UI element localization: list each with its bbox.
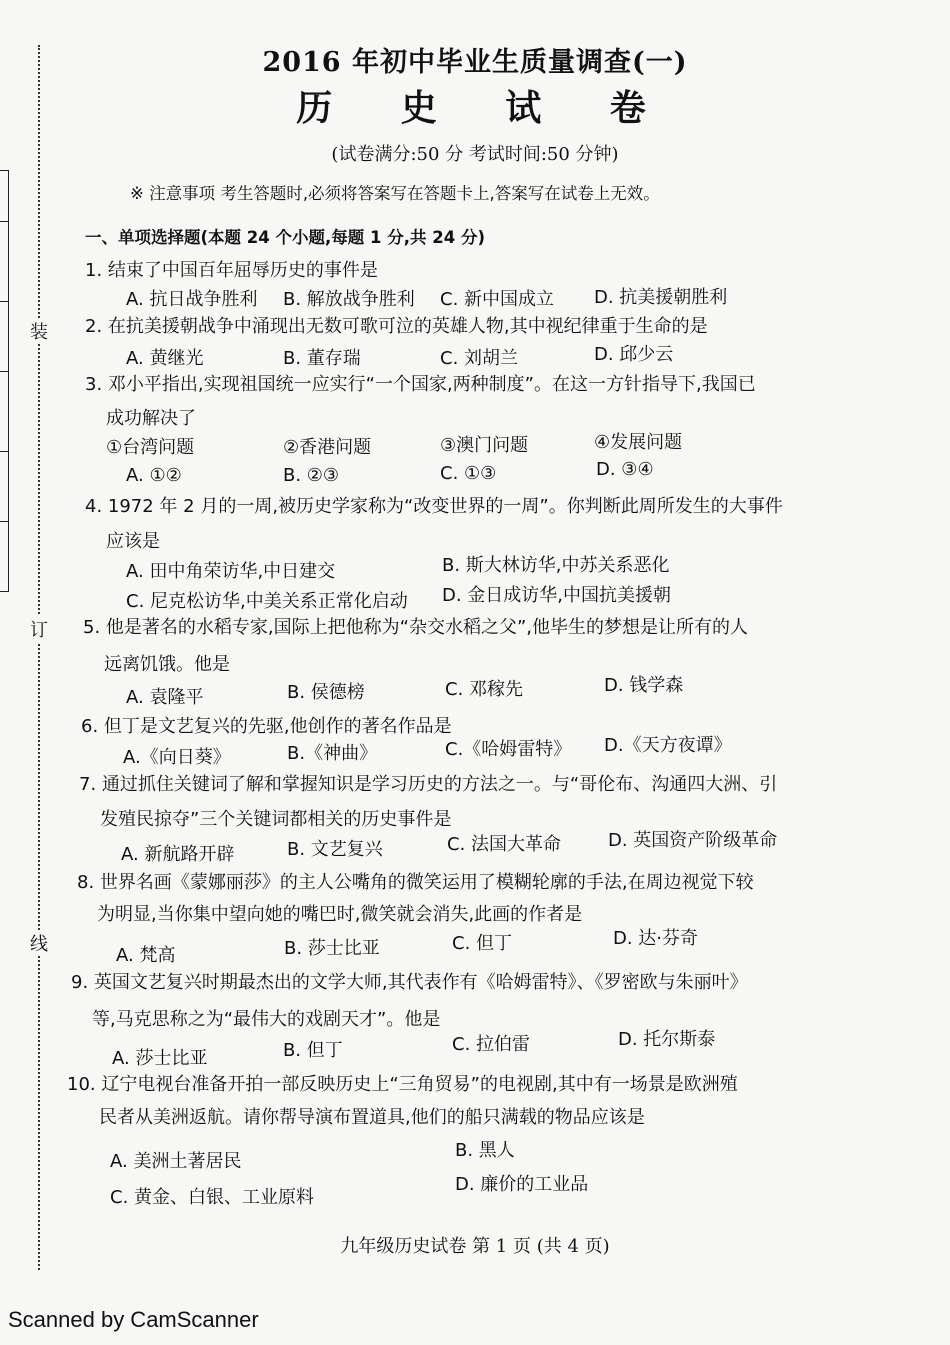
option-a: A. ①② xyxy=(126,465,182,486)
question-stem: 6. 但丁是文艺复兴的先驱,他创作的著名作品是 xyxy=(81,716,452,737)
option-d: D. 英国资产阶级革命 xyxy=(608,830,778,851)
binding-char-ding: 订 xyxy=(30,616,48,642)
option-d: D. 金日成访华,中国抗美援朝 xyxy=(442,585,672,606)
option-c: C. 法国大革命 xyxy=(447,834,562,855)
question-stem-continued: 发殖民掠夺”三个关键词都相关的历史事件是 xyxy=(100,809,452,830)
question-stem: 5. 他是著名的水稻专家,国际上把他称为“杂交水稻之父”,他毕生的梦想是让所有的人 xyxy=(83,617,748,638)
option-d: D. 廉价的工业品 xyxy=(455,1174,589,1195)
statement-item: ③澳门问题 xyxy=(440,435,529,456)
box-divider xyxy=(0,371,8,372)
option-d: D. ③④ xyxy=(596,459,654,480)
option-b: B.《神曲》 xyxy=(287,743,378,764)
statement-item: ②香港问题 xyxy=(283,437,372,458)
option-a: A. 美洲土著居民 xyxy=(110,1151,242,1172)
question-stem: 9. 英国文艺复兴时期最杰出的文学大师,其代表作有《哈姆雷特》、《罗密欧与朱丽叶》 xyxy=(71,972,748,993)
question-stem-continued: 远离饥饿。他是 xyxy=(104,654,230,675)
option-c: C. 新中国成立 xyxy=(440,289,555,310)
option-d: D. 抗美援朝胜利 xyxy=(594,287,728,308)
option-b: B. 董存瑞 xyxy=(283,348,361,369)
option-a: A. 袁隆平 xyxy=(126,687,204,708)
box-divider xyxy=(0,451,8,452)
question-stem-continued: 成功解决了 xyxy=(106,408,196,429)
exam-info: (试卷满分:50 分 考试时间:50 分钟) xyxy=(331,144,619,165)
option-c: C. 黄金、白银、工业原料 xyxy=(110,1187,315,1208)
option-c: C. 拉伯雷 xyxy=(452,1034,531,1055)
option-d: D.《天方夜谭》 xyxy=(604,735,732,756)
question-stem: 3. 邓小平指出,实现祖国统一应实行“一个国家,两种制度”。在这一方针指导下,我国已 xyxy=(85,374,756,395)
option-a: A. 梵高 xyxy=(116,945,176,966)
statement-item: ①台湾问题 xyxy=(106,437,195,458)
option-b: B. 侯德榜 xyxy=(287,682,365,703)
page-footer: 九年级历史试卷 第 1 页 (共 4 页) xyxy=(340,1236,610,1257)
question-stem: 1. 结束了中国百年屈辱历史的事件是 xyxy=(85,260,378,281)
option-d: D. 钱学森 xyxy=(604,675,684,696)
option-c: C.《哈姆雷特》 xyxy=(445,739,572,760)
option-d: D. 邱少云 xyxy=(594,344,674,365)
question-stem-continued: 民者从美洲返航。请你帮导演布置道具,他们的船只满载的物品应该是 xyxy=(99,1107,645,1128)
option-c: C. 但丁 xyxy=(452,933,513,954)
box-divider xyxy=(0,221,8,222)
question-stem: 4. 1972 年 2 月的一周,被历史学家称为“改变世界的一周”。你判断此周所发生的大事件 xyxy=(85,496,783,517)
binding-char-xian: 线 xyxy=(30,930,48,956)
option-b: B. 斯大林访华,中苏关系恶化 xyxy=(442,555,670,576)
option-c: C. 邓稼先 xyxy=(445,679,524,700)
box-divider xyxy=(0,521,8,522)
option-b: B. 黑人 xyxy=(455,1140,515,1161)
notice: ※ 注意事项 考生答题时,必须将答案写在答题卡上,答案写在试卷上无效。 xyxy=(130,184,660,203)
question-stem: 8. 世界名画《蒙娜丽莎》的主人公嘴角的微笑运用了模糊轮廓的手法,在周边视觉下较 xyxy=(77,872,754,893)
scanner-watermark: Scanned by CamScanner xyxy=(8,1307,259,1332)
question-stem: 7. 通过抓住关键词了解和掌握知识是学习历史的方法之一。与“哥伦布、沟通四大洲、引 xyxy=(79,774,778,795)
option-a: A.《向日葵》 xyxy=(123,747,231,768)
option-d: D. 托尔斯泰 xyxy=(618,1029,716,1050)
option-a: A. 黄继光 xyxy=(126,348,204,369)
option-b: B. 但丁 xyxy=(283,1040,343,1061)
binding-char-zhuang: 装 xyxy=(30,318,48,344)
option-c: C. 刘胡兰 xyxy=(440,348,519,369)
option-b: B. 莎士比亚 xyxy=(284,938,380,959)
option-b: B. ②③ xyxy=(283,465,340,486)
exam-title: 2016 年初中毕业生质量调查(一) xyxy=(262,47,688,78)
option-c: C. 尼克松访华,中美关系正常化启动 xyxy=(126,591,408,612)
question-stem-continued: 等,马克思称之为“最伟大的戏剧天才”。他是 xyxy=(92,1009,441,1030)
binding-line xyxy=(38,45,40,1270)
option-a: A. 新航路开辟 xyxy=(121,844,235,865)
option-b: B. 文艺复兴 xyxy=(287,839,383,860)
section-heading: 一、单项选择题(本题 24 个小题,每题 1 分,共 24 分) xyxy=(85,228,485,247)
question-stem-continued: 为明显,当你集中望向她的嘴巴时,微笑就会消失,此画的作者是 xyxy=(97,904,583,925)
option-a: A. 莎士比亚 xyxy=(112,1048,208,1069)
question-stem: 2. 在抗美援朝战争中涌现出无数可歌可泣的英雄人物,其中视纪律重于生命的是 xyxy=(85,316,708,337)
option-b: B. 解放战争胜利 xyxy=(283,289,415,310)
box-divider xyxy=(0,301,8,302)
statement-item: ④发展问题 xyxy=(594,432,683,453)
option-a: A. 抗日战争胜利 xyxy=(126,289,258,310)
option-a: A. 田中角荣访华,中日建交 xyxy=(126,561,336,582)
option-d: D. 达·芬奇 xyxy=(613,928,699,949)
question-stem: 10. 辽宁电视台准备开拍一部反映历史上“三角贸易”的电视剧,其中有一场景是欧洲殖 xyxy=(67,1074,738,1095)
student-info-box xyxy=(0,170,9,592)
exam-subject: 历 史 试 卷 xyxy=(296,87,674,129)
option-c: C. ①③ xyxy=(440,463,497,484)
question-stem-continued: 应该是 xyxy=(106,531,160,552)
